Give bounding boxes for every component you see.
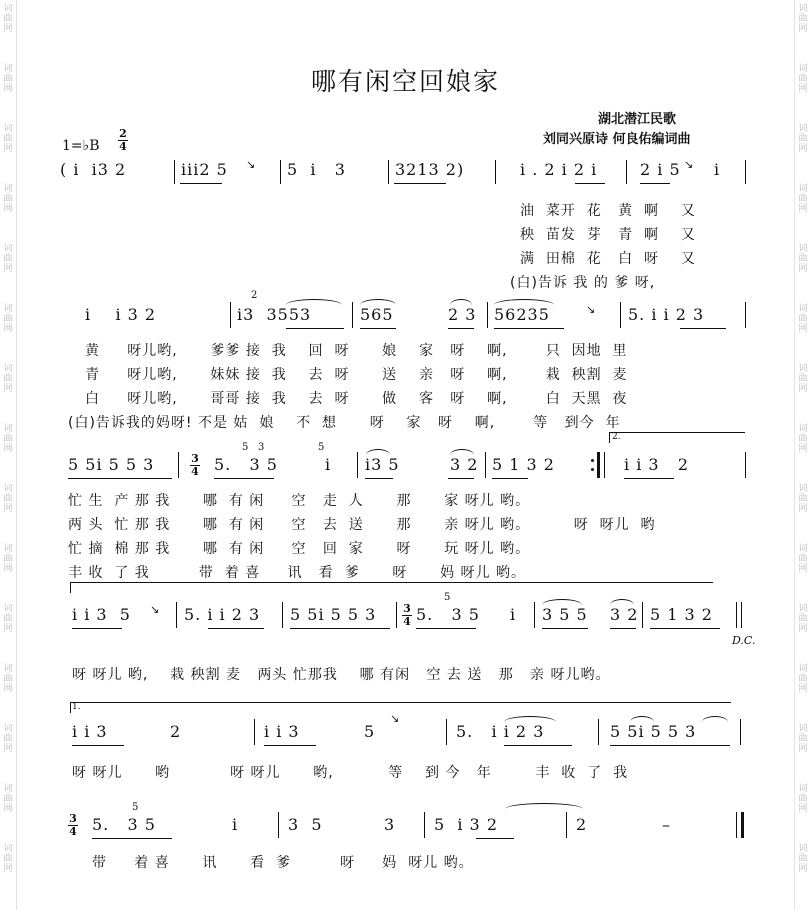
underline-beam <box>476 838 514 839</box>
underline-beam <box>416 628 476 629</box>
measure: i i 3 <box>72 722 108 741</box>
watermark-text: 词 曲 网 <box>798 784 808 814</box>
measure: i <box>510 605 517 624</box>
measure: 565 <box>360 305 394 324</box>
key-signature: 1=♭B <box>62 138 100 154</box>
slur <box>494 299 554 305</box>
measure: i3 5 <box>365 455 400 474</box>
barline <box>740 719 741 745</box>
slur <box>630 716 654 722</box>
watermark-text: 词 曲 网 <box>798 4 808 34</box>
barline <box>352 302 353 328</box>
barline <box>598 719 599 745</box>
lyric-line: 秧 苗发 芽 青 啊 又 <box>520 227 696 243</box>
lyric-line: (白)告诉我的妈呀! 不是 姑 娘 不 想 呀 家 呀 啊, 等 到今 年 <box>68 415 621 431</box>
glide-arrow-icon: ↘ <box>150 603 160 616</box>
time-signature <box>190 453 200 478</box>
measure: i <box>232 815 239 834</box>
glide-arrow-icon: ↘ <box>246 158 256 171</box>
barline <box>446 719 447 745</box>
lyric-line: (白)告诉 我 的 爹 呀, <box>510 275 656 291</box>
song-credits: 刘同兴原诗 何良佑编词曲 <box>543 132 691 147</box>
final-barline <box>741 602 742 628</box>
barline <box>626 160 627 184</box>
watermark-text: 词 曲 网 <box>798 364 808 394</box>
song-title: 哪有闲空回娘家 <box>310 67 500 96</box>
underline-beam <box>448 478 474 479</box>
underline-beam <box>680 328 726 329</box>
barline <box>487 302 488 328</box>
watermark-text: 词 曲 网 <box>798 124 808 154</box>
barline <box>534 602 535 628</box>
time-signature <box>68 813 78 838</box>
lyric-line: 丰 收 了 我 带 着 喜 讯 看 爹 呀 妈 呀儿 哟。 <box>68 565 527 581</box>
watermark-text: 词 曲 网 <box>3 784 13 814</box>
watermark-text: 词 曲 网 <box>3 184 13 214</box>
time-signature-bottom: 4 <box>119 140 127 153</box>
glide-arrow-icon: ↘ <box>390 712 400 725</box>
underline-beam <box>214 478 274 479</box>
measure: 5 1 3 2 <box>492 455 555 474</box>
watermark-text: 词 曲 网 <box>798 244 808 274</box>
barline <box>254 719 255 745</box>
watermark-text: 词 曲 网 <box>3 664 13 694</box>
lyric-line: 呀 呀儿 哟, 栽 秧割 麦 两头 忙那我 哪 有闲 空 去 送 那 亲 呀儿哟。 <box>72 667 611 683</box>
measure: 3 2 <box>450 455 479 474</box>
underline-beam <box>492 478 528 479</box>
time-signature-bottom: 4 <box>403 615 411 628</box>
glide-arrow-icon: ↘ <box>684 158 694 171</box>
watermark-text: 词 曲 网 <box>3 844 13 874</box>
barline <box>230 302 231 328</box>
lyric-line: 两 头 忙 那 我 哪 有 闲 空 去 送 那 亲 呀儿 哟。 呀 呀儿 哟 <box>68 517 656 533</box>
barline <box>495 160 496 184</box>
tie <box>505 803 583 809</box>
measure: i i 3 2 <box>85 305 157 324</box>
barline <box>620 302 621 328</box>
underline-beam <box>208 628 264 629</box>
underline-beam <box>72 745 124 746</box>
underline-beam <box>92 838 172 839</box>
lyric-line: 油 菜开 花 黄 啊 又 <box>520 203 696 219</box>
barline <box>642 602 643 628</box>
barline <box>485 452 486 478</box>
measure: 2 i 5 <box>640 160 681 179</box>
underline-beam <box>610 628 636 629</box>
measure: 2 <box>576 815 588 834</box>
time-signature-top: 3 <box>403 602 411 615</box>
measure: 3 <box>384 815 396 834</box>
lyric-line: 忙 生 产 那 我 哪 有 闲 空 走 人 那 家 呀儿 哟。 <box>68 493 531 509</box>
barline <box>174 160 175 184</box>
lyric-line: 青 呀儿哟, 妹妹 接 我 去 呀 送 亲 呀 啊, 栽 秧割 麦 <box>85 367 628 383</box>
measure: 56235 <box>494 305 550 324</box>
measure: 5. i i 2 3 <box>184 605 261 624</box>
underline-beam <box>180 183 222 184</box>
measure: – <box>662 815 671 834</box>
watermark-text: 词 曲 网 <box>798 664 808 694</box>
measure: i i 3 <box>264 722 300 741</box>
underline-beam <box>286 328 344 329</box>
barline <box>604 452 605 478</box>
time-signature-top: 3 <box>191 452 199 465</box>
lyric-line: 忙 摘 棉 那 我 哪 有 闲 空 回 家 呀 玩 呀儿 哟。 <box>68 541 531 557</box>
volta-number: 2. <box>612 432 621 442</box>
measure: 3 2 <box>610 605 639 624</box>
da-capo-mark: D.C. <box>732 634 756 647</box>
measure: 5 5i 5 5 3 <box>290 605 377 624</box>
barline <box>388 160 389 184</box>
watermark-text: 词 曲 网 <box>3 604 13 634</box>
barline <box>178 452 179 478</box>
measure: 5 5i 5 5 3 <box>68 455 155 474</box>
measure: i <box>714 160 721 179</box>
measure: 5 1 3 2 <box>650 605 713 624</box>
watermark-text: 词 曲 网 <box>798 424 808 454</box>
underline-beam <box>624 478 674 479</box>
measure: 2 <box>170 722 182 741</box>
measure: iii2 5 <box>181 160 228 179</box>
measure: 2 3 <box>448 305 477 324</box>
measure: 3 5 5 <box>542 605 588 624</box>
watermark-text: 词 曲 网 <box>3 4 13 34</box>
underline-beam <box>360 328 396 329</box>
grace-note: 5 <box>444 592 451 603</box>
barline <box>278 812 279 838</box>
barline <box>745 302 746 328</box>
slur <box>450 449 474 455</box>
underline-beam <box>448 328 474 329</box>
measure: i i 3 2 <box>624 455 690 474</box>
lyric-line: 黄 呀儿哟, 爹爹 接 我 回 呀 娘 家 呀 啊, 只 因地 里 <box>85 343 628 359</box>
barline <box>396 602 397 628</box>
watermark-text: 词 曲 网 <box>3 364 13 394</box>
lyric-line: 满 田棉 花 白 呀 又 <box>520 251 696 267</box>
grace-note: 2 <box>251 290 258 301</box>
barline <box>566 812 567 838</box>
barline <box>357 452 358 478</box>
measure: 3 5 <box>288 815 323 834</box>
time-signature <box>402 603 412 628</box>
watermark-text: 词 曲 网 <box>3 484 13 514</box>
slur <box>450 299 472 305</box>
underline-beam <box>365 478 393 479</box>
time-signature <box>118 128 128 153</box>
watermark-text: 词 曲 网 <box>3 304 13 334</box>
volta-bracket <box>70 702 731 713</box>
measure: 5 5i 5 5 3 <box>610 722 697 741</box>
underline-beam <box>542 628 588 629</box>
underline-beam <box>68 478 172 479</box>
final-barline <box>741 812 744 838</box>
lyric-line: 带 着 喜 讯 看 爹 呀 妈 呀儿 哟。 <box>92 855 474 871</box>
volta-bracket <box>609 432 745 443</box>
barline <box>282 602 283 628</box>
measure: i <box>325 455 332 474</box>
time-signature-top: 3 <box>69 812 77 825</box>
glide-arrow-icon: ↘ <box>586 303 596 316</box>
grace-note: 5 <box>242 442 249 453</box>
measure: 3213 2) <box>395 160 465 179</box>
watermark-text: 词 曲 网 <box>798 484 808 514</box>
song-source: 湖北潜江民歌 <box>598 112 677 127</box>
watermark-text: 词 曲 网 <box>3 244 13 274</box>
grace-note: 3 <box>258 442 265 453</box>
underline-beam <box>640 183 670 184</box>
watermark-text: 词 曲 网 <box>3 544 13 574</box>
watermark-text: 词 曲 网 <box>3 724 13 754</box>
measure: 5. i i 2 3 <box>456 722 545 741</box>
underline-beam <box>610 745 730 746</box>
underline-beam <box>290 628 390 629</box>
underline-beam <box>575 183 605 184</box>
grace-note: 5 <box>132 802 139 813</box>
barline <box>424 812 425 838</box>
slur <box>702 716 728 722</box>
measure: 5 i 3 2 <box>434 815 498 834</box>
slur <box>366 449 390 455</box>
watermark-text: 词 曲 网 <box>798 64 808 94</box>
barline <box>176 602 177 628</box>
time-signature-bottom: 4 <box>191 465 199 478</box>
watermark-text: 词 曲 网 <box>3 64 13 94</box>
time-signature-bottom: 4 <box>69 825 77 838</box>
measure: i3 3553 <box>237 305 312 324</box>
measure: 5 i 3 <box>287 160 346 179</box>
barline <box>745 160 746 184</box>
watermark-text: 词 曲 网 <box>798 844 808 874</box>
barline <box>280 160 281 184</box>
watermark-text: 词 曲 网 <box>798 184 808 214</box>
volta-bracket <box>70 582 713 593</box>
measure: 5. 3 5 <box>92 815 156 834</box>
watermark-text: 词 曲 网 <box>798 604 808 634</box>
underline-beam <box>394 183 446 184</box>
underline-beam <box>650 628 720 629</box>
slur <box>504 716 556 722</box>
underline-beam <box>494 328 564 329</box>
underline-beam <box>72 628 122 629</box>
repeat-barline <box>597 452 600 478</box>
slur <box>542 599 582 605</box>
repeat-dot <box>591 459 594 462</box>
measure: i . 2 i 2 i <box>520 160 598 179</box>
watermark-text: 词 曲 网 <box>3 124 13 154</box>
measure: 5. 3 5 <box>416 605 480 624</box>
underline-beam <box>264 745 316 746</box>
slur <box>610 599 634 605</box>
watermark-text: 词 曲 网 <box>3 424 13 454</box>
measure: 5 <box>364 722 376 741</box>
watermark-text: 词 曲 网 <box>798 544 808 574</box>
underline-beam <box>504 745 572 746</box>
barline <box>745 452 746 478</box>
final-barline <box>736 812 737 838</box>
lyric-line: 呀 呀儿 哟 呀 呀儿 哟, 等 到 今 年 丰 收 了 我 <box>72 765 629 781</box>
measure: 5. i i 2 3 <box>628 305 705 324</box>
grace-note: 5 <box>318 442 325 453</box>
measure: 5. 3 5 <box>214 455 278 474</box>
slur <box>286 299 342 305</box>
watermark-text: 词 曲 网 <box>798 724 808 754</box>
measure: ( i i3 2 <box>60 160 127 179</box>
lyric-line: 白 呀儿哟, 哥哥 接 我 去 呀 做 客 呀 啊, 白 天黑 夜 <box>85 391 628 407</box>
measure: i i 3 5 <box>72 605 131 624</box>
slur <box>360 299 396 305</box>
volta-number: 1. <box>72 702 81 712</box>
time-signature-top: 2 <box>119 127 127 140</box>
watermark-text: 词 曲 网 <box>798 304 808 334</box>
final-barline <box>736 602 737 628</box>
repeat-dot <box>591 468 594 471</box>
